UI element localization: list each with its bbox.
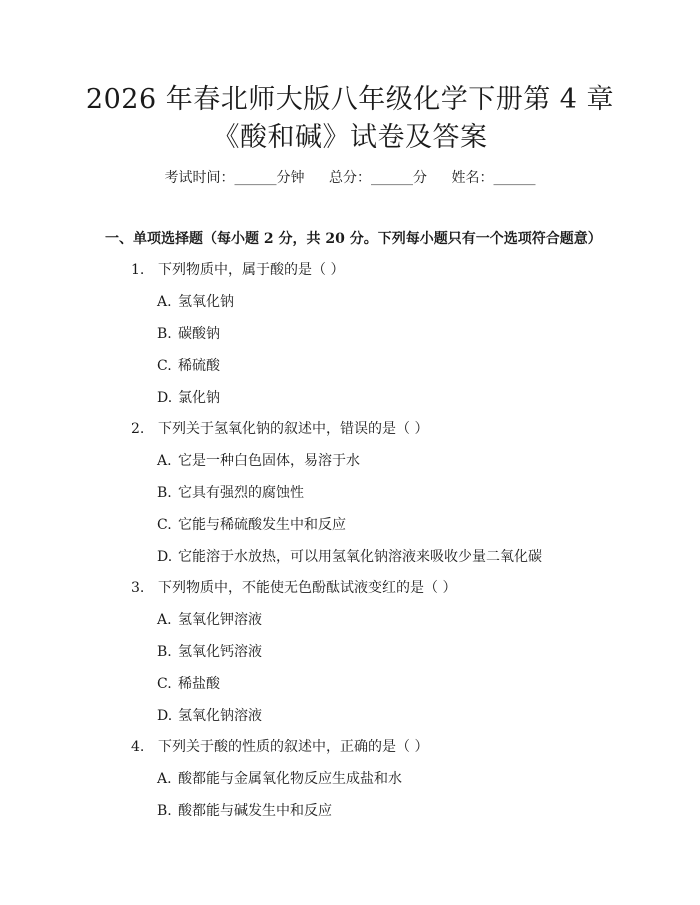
option-item [157, 547, 542, 567]
option-letter: B. [157, 485, 172, 501]
option-item [157, 451, 360, 471]
page-title-line2: 《酸和碱》试卷及答案 [212, 122, 488, 153]
option-letter: C. [157, 358, 172, 374]
option-text: 氢氧化钠 [178, 294, 234, 310]
option-letter: D. [157, 549, 173, 565]
option-item [157, 642, 262, 662]
option-text: 它能溶于水放热，可以用氢氧化钠溶液来吸收少量二氧化碳 [178, 549, 542, 565]
option-text: 氢氧化钙溶液 [178, 644, 262, 660]
option-letter: B. [157, 803, 172, 819]
option-item [157, 356, 220, 376]
option-letter: A. [157, 453, 172, 469]
question-text: 下列物质中，属于酸的是（ ） [158, 262, 345, 278]
option-letter: B. [157, 644, 172, 660]
option-text: 氢氧化钾溶液 [178, 612, 262, 628]
option-item [157, 515, 346, 535]
option-letter: B. [157, 326, 172, 342]
option-text: 酸都能与碱发生中和反应 [178, 803, 332, 819]
option-letter: C. [157, 517, 172, 533]
option-item [157, 610, 262, 630]
exam-time-field: 考试时间：______分钟 [164, 170, 305, 186]
option-item [157, 388, 220, 408]
option-letter: A. [157, 771, 172, 787]
exam-meta [0, 168, 700, 188]
option-item [157, 769, 402, 789]
exam-score-field: 总分：______分 [329, 170, 427, 186]
question-text: 下列关于氢氧化钠的叙述中，错误的是（ ） [158, 421, 429, 437]
option-item [157, 706, 262, 726]
option-letter: A. [157, 612, 172, 628]
option-text: 稀盐酸 [178, 676, 220, 692]
option-text: 氯化钠 [178, 390, 220, 406]
option-text: 它能与稀硫酸发生中和反应 [178, 517, 346, 533]
question-number: 3. [131, 580, 145, 596]
question-number: 2. [131, 421, 145, 437]
option-item [157, 324, 220, 344]
option-text: 它是一种白色固体，易溶于水 [178, 453, 360, 469]
option-letter: A. [157, 294, 172, 310]
option-item [157, 483, 304, 503]
question-2 [131, 419, 428, 439]
option-item [157, 801, 332, 821]
question-text: 下列关于酸的性质的叙述中，正确的是（ ） [158, 739, 429, 755]
section-heading: 一、单项选择题（每小题 2 分，共 20 分。下列每小题只有一个选项符合题意） [105, 231, 602, 247]
option-text: 酸都能与金属氧化物反应生成盐和水 [178, 771, 402, 787]
question-4 [131, 737, 428, 757]
option-letter: D. [157, 390, 173, 406]
page-title-line1: 2026 年春北师大版八年级化学下册第 4 章 [85, 84, 615, 115]
option-text: 稀硫酸 [178, 358, 220, 374]
option-text: 氢氧化钠溶液 [178, 708, 262, 724]
option-text: 它具有强烈的腐蚀性 [178, 485, 304, 501]
option-item [157, 674, 220, 694]
option-item [157, 292, 234, 312]
question-number: 1. [131, 262, 145, 278]
question-1 [131, 260, 344, 280]
exam-name-field: 姓名：______ [451, 170, 536, 186]
question-text: 下列物质中，不能使无色酚酞试液变红的是（ ） [158, 580, 457, 596]
option-letter: C. [157, 676, 172, 692]
option-letter: D. [157, 708, 173, 724]
question-3 [131, 578, 456, 598]
option-text: 碳酸钠 [178, 326, 220, 342]
question-number: 4. [131, 739, 145, 755]
